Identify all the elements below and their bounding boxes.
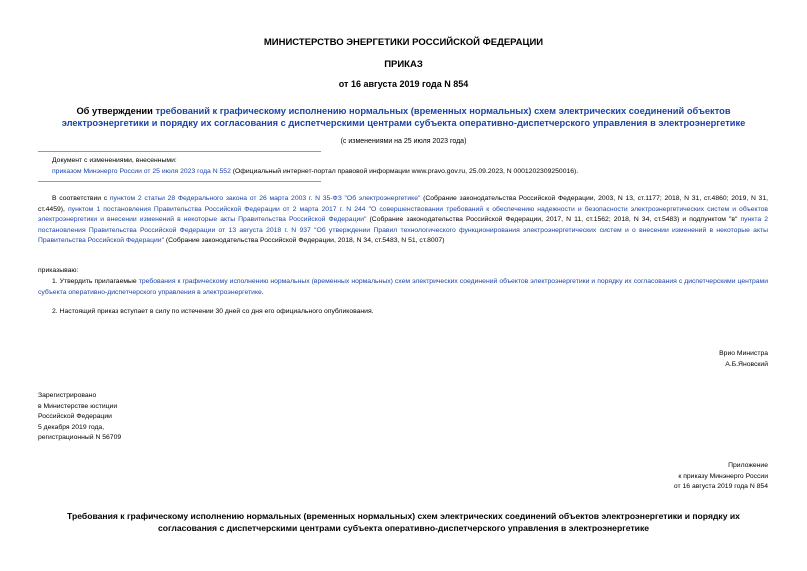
registration-line-5: регистрационный N 56709: [38, 434, 122, 441]
signature-position: Врио Министра: [719, 350, 768, 357]
document-title: [40, 105, 767, 129]
order-heading: ПРИКАЗ: [384, 59, 423, 70]
order-date: от 16 августа 2019 года N 854: [338, 79, 469, 89]
registration-line-3: Российской Федерации: [38, 413, 112, 420]
preamble-paragraph: [38, 194, 768, 247]
appendix-block: [674, 461, 768, 493]
requirements-title: Требования к графическому исполнению нормальных (временных нормальных) схем электрических соединений объектов электроэнергетики и порядку их согласования с диспетчерскими центрами субъекта оперативно-диспетчерского управления в электроэнергетике: [67, 511, 740, 533]
preamble-link-937[interactable]: пункта 2 постановления Правительства Российской Федерации от 13 августа 2018 г. N 937 "Об утверждении Правил технологического функционирования электроэнергетических систем и о внесении изменений в некоторые акты Правительства Российской Федерации": [38, 216, 768, 244]
ministry-heading: МИНИСТЕРСТВО ЭНЕРГЕТИКИ РОССИЙСКОЙ ФЕДЕРАЦИИ: [263, 37, 544, 48]
appendix-line-3: от 16 августа 2019 года N 854: [673, 483, 768, 490]
appendix-line-1: Приложение: [728, 462, 768, 469]
edition-note: (с изменениями на 25 июля 2023 года): [340, 138, 467, 145]
preamble-text-2: (Собрание законодательства Российской Федерации, 2003, N 13, ст.1177; 2018, N 31, ст.4860; 2019, N 31, ст.4459),: [38, 195, 769, 213]
changes-link[interactable]: приказом Минэнерго России от 25 июля 2023 года N 552: [52, 168, 231, 175]
registration-line-2: в Министерстве юстиции: [38, 402, 118, 410]
changes-label: Документ с изменениями, внесенными:: [52, 157, 177, 164]
preamble-text-4: (Собрание законодательства Российской Федерации, 2018, N 34, ст.5483, N 51, ст.8007): [164, 237, 445, 244]
order-item-1: [38, 277, 768, 298]
signature-block: [719, 349, 768, 370]
preamble-link-244[interactable]: пунктом 1 постановления Правительства Российской Федерации от 2 марта 2017 г. N 244 "О совершенствовании требований к обеспечению надежности и безопасности электроэнергетических систем и объектов электроэнергетики и внесении изменений в некоторые акты Правительства Российской Федерации": [38, 205, 769, 223]
changes-source: (Официальный интернет-портал правовой информации www.pravo.gov.ru, 25.09.2023, N 0001202309250016).: [230, 168, 579, 175]
order-item-2: 2. Настоящий приказ вступает в силу по истечении 30 дней со дня его официального опубликования.: [52, 308, 374, 315]
title-prefix: Об утверждении: [76, 106, 156, 116]
top-divider: [38, 151, 321, 152]
preamble-link-law[interactable]: пунктом 2 статьи 28 Федерального закона от 26 марта 2003 г. N 35-ФЗ "Об электроэнергетике": [109, 195, 421, 202]
changes-line: [52, 166, 578, 177]
item1-suffix: .: [261, 288, 264, 296]
preamble-text-3: (Собрание законодательства Российской Федерации, 2017, N 11, ст.1562; 2018, N 34, ст.5483) и подпунктом "в": [366, 216, 741, 223]
bottom-divider: [38, 181, 321, 182]
preamble-text-1: В соответствии с: [52, 195, 110, 202]
title-link[interactable]: требований к графическому исполнению нормальных (временных нормальных) схем электрических соединений объектов электроэнергетики и порядку их согласования с диспетчерскими центрами субъекта оперативно-диспетчерского управления в электроэнергетике: [61, 106, 746, 128]
signature-name: А.Б.Яновский: [725, 360, 768, 368]
item1-prefix: 1. Утвердить прилагаемые: [52, 278, 139, 285]
changes-block: [52, 155, 578, 177]
registration-line-4: 5 декабря 2019 года,: [38, 423, 105, 431]
registration-line-1: Зарегистрировано: [38, 392, 97, 399]
registration-block: [38, 391, 121, 444]
order-word: приказываю:: [38, 267, 79, 274]
item1-link[interactable]: требования к графическому исполнению нормальных (временных нормальных) схем электрических соединений объектов электроэнергетики и порядку их согласования с диспетчерскими центрами субъекта оперативно-диспетчерского управления в электроэнергетике: [38, 278, 768, 296]
appendix-line-2: к приказу Минэнерго России: [678, 472, 768, 480]
